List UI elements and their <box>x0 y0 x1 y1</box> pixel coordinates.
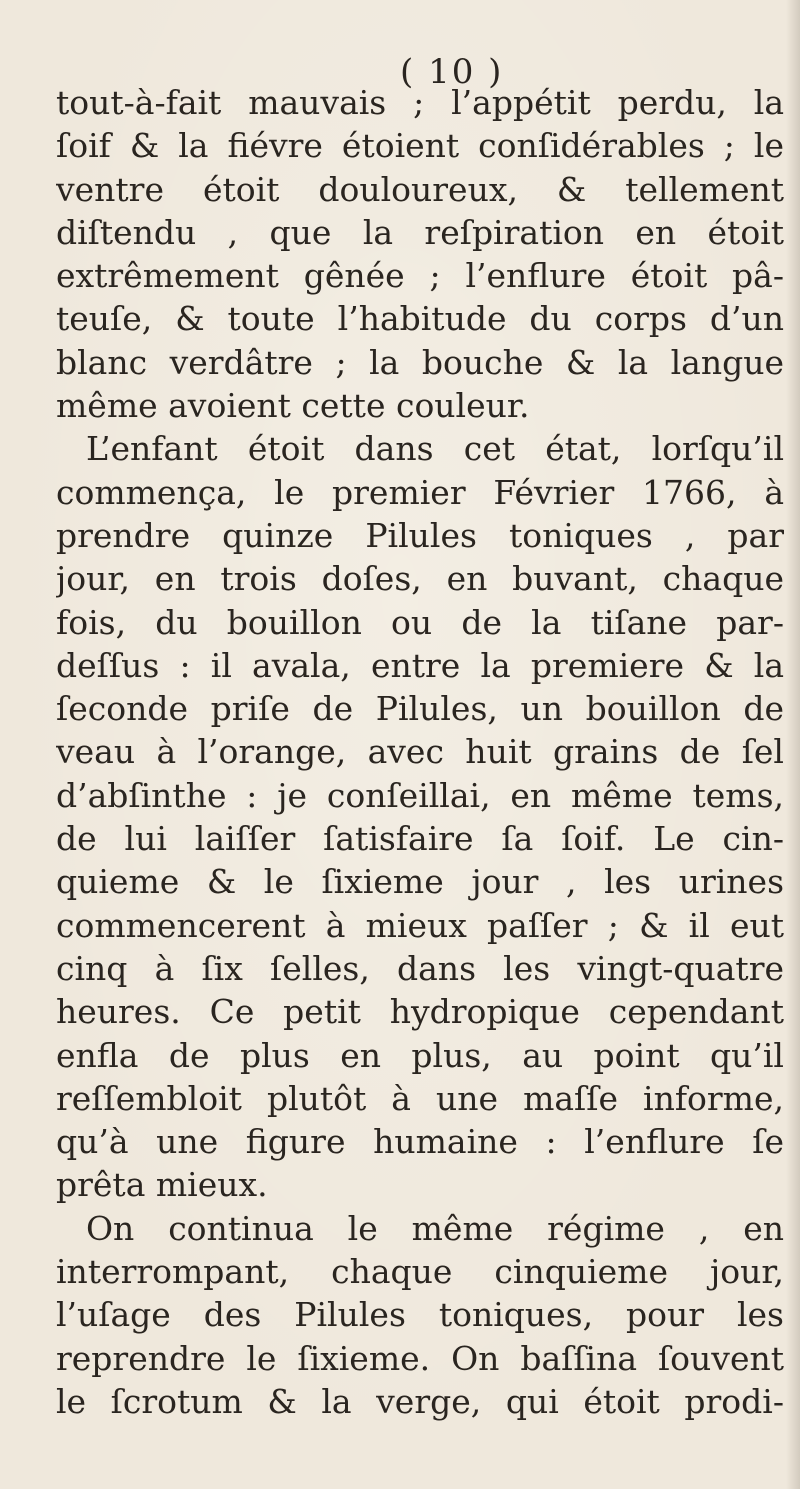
page-number: ( 10 ) <box>400 52 504 92</box>
text-line: teuſe, & toute l’habitude du corps d’un <box>56 299 784 339</box>
text-line: jour, en trois doſes, en buvant, chaque <box>56 559 784 599</box>
text-line: ſoif & la fiévre étoient conſidérables ; le <box>56 126 784 166</box>
text-line: qu’à une figure humaine : l’enflure ſe <box>56 1122 784 1162</box>
text-line: prêta mieux. <box>56 1165 268 1205</box>
text-line: cinq à ſix ſelles, dans les vingt-quatre <box>56 948 784 988</box>
text-line: enfla de plus en plus, au point qu’il <box>56 1035 784 1075</box>
text-line: heures. Ce petit hydropique cependant <box>56 992 784 1032</box>
text-line: extrêmement gênée ; l’enflure étoit pâ- <box>56 256 784 296</box>
text-line: On continua le même régime , en <box>86 1208 784 1248</box>
text-line: reprendre le ſixieme. On baſſina ſouvent <box>56 1338 784 1378</box>
text-line: blanc verdâtre ; la bouche & la langue <box>56 342 784 382</box>
text-line: deſſus : il avala, entre la premiere & la <box>56 645 784 685</box>
text-line: interrompant, chaque cinquieme jour, <box>56 1252 784 1292</box>
text-line: même avoient cette couleur. <box>56 386 530 426</box>
text-line: commencerent à mieux paſſer ; & il eut <box>56 905 784 945</box>
text-line: d’abſinthe : je conſeillai, en même tems, <box>56 775 784 815</box>
text-line: L’enfant étoit dans cet état, lorſqu’il <box>86 429 784 469</box>
text-line: reſſembloit plutôt à une maſſe informe, <box>56 1078 784 1118</box>
text-line: fois, du bouillon ou de la tiſane par- <box>56 602 784 642</box>
text-line: ſeconde priſe de Pilules, un bouillon de <box>56 689 784 729</box>
text-line: veau à l’orange, avec huit grains de ſel <box>56 732 784 772</box>
text-line: diſtendu , que la reſpiration en étoit <box>56 212 784 252</box>
page-edge-shadow <box>786 0 800 1489</box>
body-text <box>56 81 784 1423</box>
text-line: l’uſage des Pilules toniques, pour les <box>56 1295 784 1335</box>
text-line: tout-à-fait mauvais ; l’appétit perdu, la <box>56 83 784 122</box>
text-line: quieme & le ſixieme jour , les urines <box>56 862 784 902</box>
text-line: de lui laiſſer ſatisfaire ſa ſoif. Le cin- <box>56 819 784 859</box>
text-line: ventre étoit douloureux, & tellement <box>56 169 784 209</box>
text-line: prendre quinze Pilules toniques , par <box>56 515 784 555</box>
text-line: commença, le premier Février 1766, à <box>56 472 784 512</box>
text-line: le ſcrotum & la verge, qui étoit prodi- <box>56 1381 784 1421</box>
